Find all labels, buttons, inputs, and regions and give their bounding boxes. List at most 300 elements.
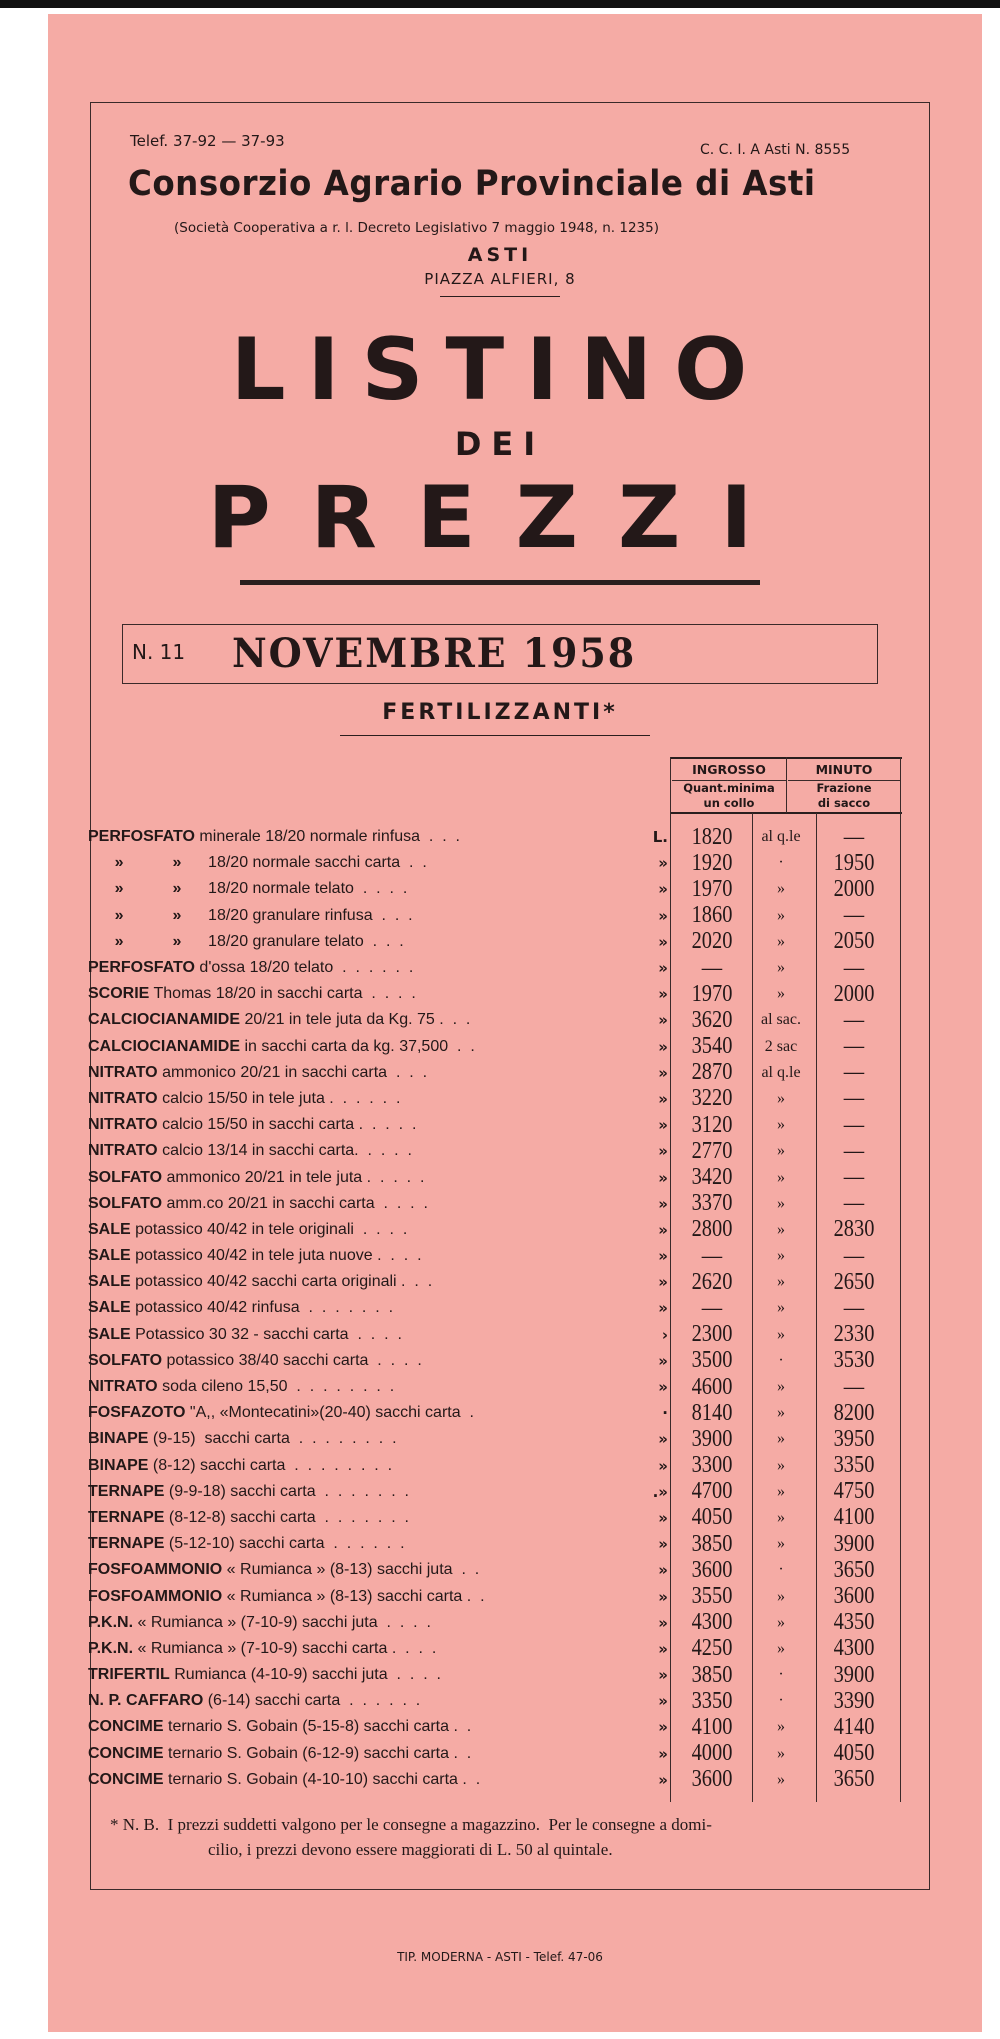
wholesale-price: 4050: [691, 1504, 733, 1531]
table-row: [88, 1714, 908, 1740]
price-unit: »: [777, 1089, 785, 1107]
product-description: [88, 1299, 646, 1317]
product-name: NITRATO: [88, 1142, 158, 1160]
table-row: [88, 1243, 908, 1269]
retail-price: 4350: [833, 1609, 875, 1636]
title-dei: DEI: [454, 425, 546, 463]
header-ingrosso: [672, 762, 786, 811]
product-detail: ammonico 20/21 in sacchi carta . . .: [157, 1063, 428, 1081]
product-detail: (8-12) sacchi carta . . . . . . . .: [148, 1456, 393, 1474]
ditto-mark: »: [658, 1587, 668, 1606]
product-description: [88, 1745, 646, 1763]
product-description: [88, 1273, 646, 1291]
title-listino: LISTINO: [230, 320, 770, 420]
price-unit: ·: [778, 1666, 784, 1684]
product-detail: « Rumianca » (8-13) sacchi carta . .: [222, 1587, 485, 1605]
product-name: » »: [88, 932, 182, 950]
retail-price: 2650: [833, 1268, 875, 1295]
product-description: [88, 1535, 646, 1553]
ditto-mark: »: [658, 1089, 668, 1108]
price-unit: »: [777, 985, 785, 1003]
price-unit: ·: [778, 1351, 784, 1369]
price-unit: »: [777, 906, 785, 924]
retail-price: 3650: [833, 1766, 875, 1793]
wholesale-price: 2870: [691, 1059, 733, 1086]
ingrosso-label: INGROSSO: [692, 762, 766, 777]
ccia-number: C. C. I. A Asti N. 8555: [700, 142, 851, 158]
product-name: SALE: [88, 1325, 131, 1343]
product-description: [88, 1169, 646, 1187]
table-row: [88, 1374, 908, 1400]
retail-price: 2000: [833, 875, 875, 902]
retail-price: 8200: [833, 1399, 875, 1426]
section-underline: [340, 735, 650, 736]
price-unit: »: [777, 1116, 785, 1134]
price-unit: »: [777, 1404, 785, 1422]
table-row: [88, 1164, 908, 1190]
product-name: » »: [88, 854, 182, 872]
wholesale-price: —: [701, 954, 723, 981]
product-name: CONCIME: [88, 1770, 164, 1788]
table-row: [88, 955, 908, 981]
product-description: [88, 1221, 646, 1239]
price-unit: »: [777, 1378, 785, 1396]
retail-price: —: [843, 1242, 865, 1269]
product-detail: potassico 40/42 in tele juta nuove . . . .: [130, 1247, 422, 1265]
price-unit: »: [777, 1482, 785, 1500]
price-unit: ·: [778, 1692, 784, 1710]
retail-price: 2050: [833, 928, 875, 955]
product-detail: minerale 18/20 normale rinfusa . . .: [194, 828, 460, 846]
product-description: [88, 1588, 646, 1606]
table-row: [88, 1217, 908, 1243]
retail-price: 3530: [833, 1347, 875, 1374]
table-row: [88, 1400, 908, 1426]
ditto-mark: »: [658, 1247, 668, 1266]
ditto-mark: L.: [652, 828, 668, 847]
product-description: [88, 1352, 646, 1370]
product-detail: amm.co 20/21 in sacchi carta . . . .: [162, 1194, 428, 1212]
header-minuto: [788, 762, 900, 811]
ingrosso-sub2: un collo: [703, 796, 755, 810]
product-name: NITRATO: [88, 1116, 158, 1134]
product-detail: (9-9-18) sacchi carta . . . . . . .: [164, 1482, 409, 1500]
ditto-mark: »: [658, 906, 668, 925]
retail-price: 2000: [833, 980, 875, 1007]
product-detail: soda cileno 15,50 . . . . . . . .: [157, 1378, 395, 1396]
wholesale-price: 3420: [691, 1164, 733, 1191]
product-detail: potassico 38/40 sacchi carta . . . .: [162, 1351, 422, 1369]
table-row: [88, 1662, 908, 1688]
product-name: CONCIME: [88, 1718, 164, 1736]
retail-price: 1950: [833, 849, 875, 876]
product-detail: calcio 13/14 in sacchi carta. . . . .: [157, 1142, 412, 1160]
table-row: [88, 1505, 908, 1531]
table-row: [88, 1060, 908, 1086]
wholesale-price: 4600: [691, 1373, 733, 1400]
ditto-mark: »: [658, 1770, 668, 1789]
ditto-mark: »: [658, 1220, 668, 1239]
retail-price: —: [843, 1190, 865, 1217]
product-detail: "A,, «Montecatini»(20-40) sacchi carta .: [185, 1404, 474, 1422]
price-unit: al q.le: [761, 828, 801, 846]
product-name: SOLFATO: [88, 1351, 163, 1369]
product-description: [88, 1326, 646, 1344]
wholesale-price: 4100: [691, 1713, 733, 1740]
product-detail: « Rumianca » (8-13) sacchi juta . .: [222, 1561, 480, 1579]
ditto-mark: »: [658, 1351, 668, 1370]
product-description: [88, 1142, 646, 1160]
product-name: NITRATO: [88, 1063, 158, 1081]
ditto-mark: »: [658, 1063, 668, 1082]
price-unit: »: [777, 1142, 785, 1160]
minuto-sub1: Frazione: [816, 781, 872, 795]
retail-price: 4300: [833, 1635, 875, 1662]
product-detail: ternario S. Gobain (6-12-9) sacchi carta . .: [163, 1744, 472, 1762]
wholesale-price: 1820: [691, 823, 733, 850]
product-detail: calcio 15/50 in sacchi carta . . . . .: [157, 1116, 417, 1134]
wholesale-price: 4300: [691, 1609, 733, 1636]
product-name: CALCIOCIANAMIDE: [88, 1011, 240, 1029]
ditto-mark: »: [658, 1692, 668, 1711]
price-unit: al q.le: [761, 1063, 801, 1081]
price-table: [88, 824, 908, 1793]
product-detail: (6-14) sacchi carta . . . . . .: [203, 1692, 421, 1710]
product-description: [88, 1771, 646, 1789]
wholesale-price: 2770: [691, 1137, 733, 1164]
product-description: [88, 828, 646, 846]
product-name: SALE: [88, 1273, 131, 1291]
retail-price: —: [843, 902, 865, 929]
wholesale-price: 2300: [691, 1321, 733, 1348]
product-name: P.K.N.: [88, 1613, 134, 1631]
table-row: [88, 876, 908, 902]
wholesale-price: 4000: [691, 1740, 733, 1767]
table-row: [88, 1453, 908, 1479]
product-detail: 18/20 granulare rinfusa . . .: [181, 906, 413, 924]
divider: [440, 296, 560, 297]
product-name: TRIFERTIL: [88, 1666, 170, 1684]
price-unit: ·: [778, 1561, 784, 1579]
price-unit: »: [777, 1430, 785, 1448]
product-name: SCORIE: [88, 985, 150, 1003]
price-unit: »: [777, 1456, 785, 1474]
footnote-line1: * N. B. I prezzi suddetti valgono per le consegne a magazzino. Per le consegne a domi-: [110, 1815, 712, 1834]
table-row: [88, 1322, 908, 1348]
wholesale-price: 1920: [691, 849, 733, 876]
legal-notice: (Società Cooperativa a r. l. Decreto Legislativo 7 maggio 1948, n. 1235): [174, 220, 659, 236]
price-unit: al sac.: [761, 1011, 801, 1029]
ditto-mark: »: [658, 1142, 668, 1161]
table-row: [88, 929, 908, 955]
product-name: FOSFOAMMONIO: [88, 1587, 223, 1605]
table-row: [88, 1583, 908, 1609]
product-description: [88, 1509, 646, 1527]
ditto-mark: »: [658, 1194, 668, 1213]
city: ASTI: [467, 244, 533, 266]
table-row: [88, 1191, 908, 1217]
product-name: CONCIME: [88, 1744, 164, 1762]
price-unit: »: [777, 1273, 785, 1291]
product-detail: potassico 40/42 sacchi carta originali . . .: [130, 1273, 433, 1291]
price-unit: »: [777, 1535, 785, 1553]
product-detail: ternario S. Gobain (5-15-8) sacchi carta . .: [163, 1718, 472, 1736]
product-name: SALE: [88, 1299, 131, 1317]
ditto-mark: .»: [652, 1482, 668, 1501]
wholesale-price: 3220: [691, 1085, 733, 1112]
product-name: SALE: [88, 1220, 131, 1238]
table-row: [88, 1348, 908, 1374]
table-row: [88, 1007, 908, 1033]
wholesale-price: 4700: [691, 1478, 733, 1505]
retail-price: 3900: [833, 1530, 875, 1557]
product-description: [88, 1614, 646, 1632]
wholesale-price: 3350: [691, 1687, 733, 1714]
product-name: » »: [88, 906, 182, 924]
product-description: [88, 854, 646, 872]
product-name: NITRATO: [88, 1378, 158, 1396]
product-description: [88, 1692, 646, 1710]
product-name: FOSFAZOTO: [88, 1404, 186, 1422]
ditto-mark: »: [658, 1508, 668, 1527]
wholesale-price: 1970: [691, 875, 733, 902]
retail-price: —: [843, 1006, 865, 1033]
ditto-mark: »: [658, 1299, 668, 1318]
table-row: [88, 850, 908, 876]
price-unit: »: [777, 1325, 785, 1343]
ditto-mark: »: [658, 1378, 668, 1397]
issue-number: N. 11: [132, 640, 186, 664]
wholesale-price: —: [701, 1242, 723, 1269]
wholesale-price: 3850: [691, 1661, 733, 1688]
product-detail: Thomas 18/20 in sacchi carta . . . .: [149, 985, 416, 1003]
table-row: [88, 1531, 908, 1557]
product-name: PERFOSFATO: [88, 828, 195, 846]
price-unit: »: [777, 1744, 785, 1762]
wholesale-price: 2800: [691, 1216, 733, 1243]
product-detail: 18/20 granulare telato . . .: [181, 932, 404, 950]
product-name: SOLFATO: [88, 1194, 163, 1212]
ditto-mark: »: [658, 1456, 668, 1475]
table-row: [88, 1610, 908, 1636]
product-detail: d'ossa 18/20 telato . . . . . .: [194, 959, 414, 977]
wholesale-price: 3600: [691, 1556, 733, 1583]
wholesale-price: 3120: [691, 1111, 733, 1138]
price-unit: »: [777, 1168, 785, 1186]
ditto-mark: »: [658, 1666, 668, 1685]
price-unit: »: [777, 1770, 785, 1788]
product-description: [88, 933, 646, 951]
table-row: [88, 1767, 908, 1793]
top-edge: [0, 0, 1000, 8]
product-description: [88, 1430, 646, 1448]
product-detail: (9-15) sacchi carta . . . . . . . .: [148, 1430, 397, 1448]
ditto-mark: »: [658, 1168, 668, 1187]
price-unit: »: [777, 880, 785, 898]
table-row: [88, 1688, 908, 1714]
title-underline: [240, 580, 760, 585]
address: PIAZZA ALFIERI, 8: [424, 270, 576, 288]
product-detail: ternario S. Gobain (4-10-10) sacchi carta . .: [163, 1770, 481, 1788]
retail-price: 3950: [833, 1425, 875, 1452]
retail-price: —: [843, 1059, 865, 1086]
product-description: [88, 907, 646, 925]
wholesale-price: 3550: [691, 1583, 733, 1610]
retail-price: —: [843, 954, 865, 981]
ditto-mark: »: [658, 1639, 668, 1658]
retail-price: —: [843, 823, 865, 850]
product-description: [88, 1011, 646, 1029]
product-description: [88, 1090, 646, 1108]
product-description: [88, 1064, 646, 1082]
product-name: BINAPE: [88, 1430, 149, 1448]
phone-numbers: Telef. 37-92 — 37-93: [130, 132, 285, 150]
ditto-mark: »: [658, 1011, 668, 1030]
table-row: [88, 824, 908, 850]
wholesale-price: 3850: [691, 1530, 733, 1557]
price-unit: 2 sac: [764, 1037, 798, 1055]
product-detail: calcio 15/50 in tele juta . . . . . .: [157, 1089, 401, 1107]
product-description: [88, 1640, 646, 1658]
retail-price: 2830: [833, 1216, 875, 1243]
product-name: CALCIOCIANAMIDE: [88, 1037, 240, 1055]
product-description: [88, 985, 646, 1003]
product-name: FOSFOAMMONIO: [88, 1561, 223, 1579]
table-row: [88, 1295, 908, 1321]
product-detail: ammonico 20/21 in tele juta . . . . .: [162, 1168, 425, 1186]
product-name: » »: [88, 880, 182, 898]
table-row: [88, 1741, 908, 1767]
retail-price: 4100: [833, 1504, 875, 1531]
table-row: [88, 1138, 908, 1164]
wholesale-price: 3600: [691, 1766, 733, 1793]
table-row: [88, 1086, 908, 1112]
wholesale-price: 2020: [691, 928, 733, 955]
ditto-mark: »: [658, 1613, 668, 1632]
retail-price: —: [843, 1294, 865, 1321]
ditto-mark: »: [658, 1037, 668, 1056]
product-detail: potassico 40/42 rinfusa . . . . . . .: [130, 1299, 394, 1317]
price-unit: »: [777, 1194, 785, 1212]
product-detail: 18/20 normale telato . . . .: [181, 880, 408, 898]
retail-price: —: [843, 1033, 865, 1060]
wholesale-price: 1970: [691, 980, 733, 1007]
retail-price: 2330: [833, 1321, 875, 1348]
ditto-mark: »: [658, 932, 668, 951]
product-description: [88, 1666, 646, 1684]
title-prezzi: PREZZI: [207, 468, 793, 568]
product-name: P.K.N.: [88, 1639, 134, 1657]
table-row: [88, 903, 908, 929]
wholesale-price: 1860: [691, 902, 733, 929]
product-description: [88, 1457, 646, 1475]
ditto-mark: »: [658, 985, 668, 1004]
price-unit: »: [777, 1220, 785, 1238]
retail-price: 3900: [833, 1661, 875, 1688]
price-unit: »: [777, 932, 785, 950]
wholesale-price: 3540: [691, 1033, 733, 1060]
product-description: [88, 1038, 646, 1056]
ditto-mark: »: [658, 1744, 668, 1763]
retail-price: 3350: [833, 1452, 875, 1479]
wholesale-price: 4250: [691, 1635, 733, 1662]
product-description: [88, 1404, 646, 1422]
product-detail: Potassico 30 32 - sacchi carta . . . .: [130, 1325, 402, 1343]
price-unit: »: [777, 959, 785, 977]
table-row: [88, 1112, 908, 1138]
product-description: [88, 959, 646, 977]
product-detail: « Rumianca » (7-10-9) sacchi carta . . . .: [133, 1639, 437, 1657]
product-detail: potassico 40/42 in tele originali . . . .: [130, 1220, 408, 1238]
product-detail: in sacchi carta da kg. 37,500 . .: [240, 1037, 475, 1055]
product-description: [88, 1247, 646, 1265]
ditto-mark: ·: [662, 1404, 668, 1423]
price-unit: »: [777, 1247, 785, 1265]
price-unit: »: [777, 1639, 785, 1657]
ditto-mark: »: [658, 1430, 668, 1449]
price-unit: ·: [778, 854, 784, 872]
product-name: TERNAPE: [88, 1535, 165, 1553]
section-title: FERTILIZZANTI*: [382, 700, 618, 725]
product-detail: « Rumianca » (7-10-9) sacchi juta . . . .: [133, 1613, 431, 1631]
wholesale-price: 3370: [691, 1190, 733, 1217]
product-name: N. P. CAFFARO: [88, 1692, 204, 1710]
retail-price: 3600: [833, 1583, 875, 1610]
ditto-mark: »: [658, 1116, 668, 1135]
product-detail: (8-12-8) sacchi carta . . . . . . .: [164, 1508, 409, 1526]
wholesale-price: 3620: [691, 1006, 733, 1033]
minuto-sub: [788, 780, 900, 811]
price-unit: »: [777, 1508, 785, 1526]
price-unit: »: [777, 1718, 785, 1736]
product-description: [88, 1718, 646, 1736]
ingrosso-sub1: Quant.minima: [683, 781, 775, 795]
wholesale-price: 3500: [691, 1347, 733, 1374]
product-name: BINAPE: [88, 1456, 149, 1474]
wholesale-price: 8140: [691, 1399, 733, 1426]
retail-price: —: [843, 1085, 865, 1112]
retail-price: —: [843, 1137, 865, 1164]
organization-name: Consorzio Agrario Provinciale di Asti: [128, 164, 816, 204]
ditto-mark: »: [658, 1718, 668, 1737]
ditto-mark: »: [658, 880, 668, 899]
ditto-mark: »: [658, 1535, 668, 1554]
table-row: [88, 1479, 908, 1505]
table-row: [88, 1426, 908, 1452]
ditto-mark: »: [658, 854, 668, 873]
retail-price: 3650: [833, 1556, 875, 1583]
product-detail: 18/20 normale sacchi carta . .: [181, 854, 427, 872]
product-name: SALE: [88, 1247, 131, 1265]
price-unit: »: [777, 1299, 785, 1317]
ditto-mark: »: [658, 1561, 668, 1580]
product-name: TERNAPE: [88, 1508, 165, 1526]
product-description: [88, 1561, 646, 1579]
table-row: [88, 1636, 908, 1662]
retail-price: —: [843, 1373, 865, 1400]
minuto-sub2: di sacco: [817, 796, 871, 810]
retail-price: —: [843, 1164, 865, 1191]
product-name: TERNAPE: [88, 1482, 165, 1500]
product-detail: 20/21 in tele juta da Kg. 75 . . .: [240, 1011, 471, 1029]
retail-price: —: [843, 1111, 865, 1138]
product-name: NITRATO: [88, 1089, 158, 1107]
retail-price: 4140: [833, 1713, 875, 1740]
product-name: SOLFATO: [88, 1168, 163, 1186]
table-row: [88, 981, 908, 1007]
printer-credit: TIP. MODERNA - ASTI - Telef. 47-06: [397, 1950, 603, 1964]
issue-date: NOVEMBRE 1958: [232, 630, 637, 677]
